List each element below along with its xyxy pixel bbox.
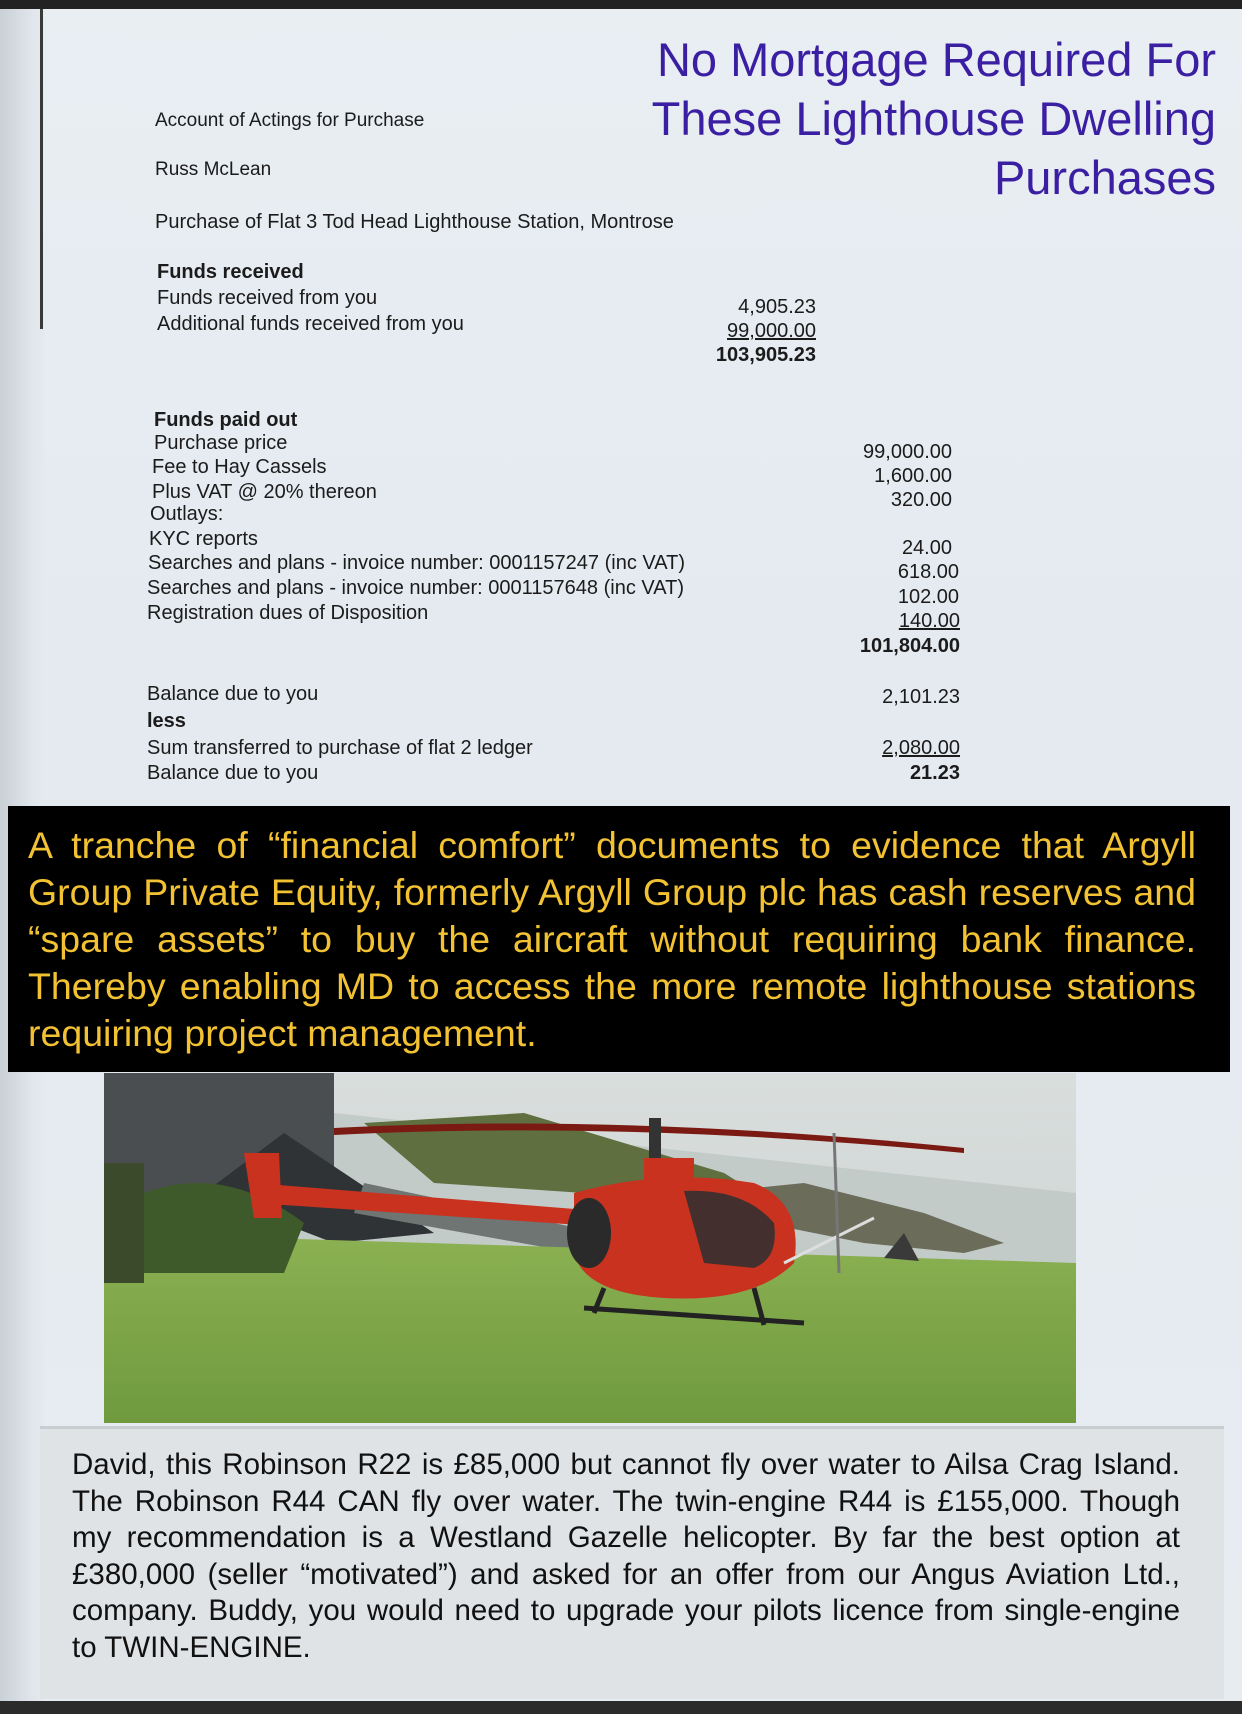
funds-paid-out-heading: Funds paid out	[154, 409, 298, 431]
paid-item-amount: 1,600.00	[874, 465, 952, 487]
headline-line-3: Purchases	[993, 151, 1216, 204]
caption-text: David, this Robinson R22 is £85,000 but cannot fly over water to Ailsa Crag Island. The Robinson R44 CAN fly over water. The twin-engine R44 is £155,000. Though my recommendation is a Westland Gazelle helicopter. By far the best option at £380,000 (seller “motivated”) and asked for an offer from our Angus Aviation Ltd., company. Buddy, you would need to upgrade your pilots licence from single-engine to TWIN-ENGINE.	[72, 1448, 1180, 1664]
headline-line-2: These Lighthouse Dwelling	[651, 92, 1216, 145]
headline-line-1: No Mortgage Required For	[656, 33, 1216, 86]
paid-item-label: Purchase price	[154, 432, 288, 454]
transfer-label: Sum transferred to purchase of flat 2 ledger	[147, 737, 533, 759]
banner-box	[8, 806, 1230, 1072]
additional-funds-label: Additional funds received from you	[157, 313, 464, 335]
helicopter-illustration	[104, 1073, 1076, 1423]
paid-item-label: Plus VAT @ 20% thereon	[152, 481, 377, 503]
additional-funds-amount: 99,000.00	[727, 320, 816, 342]
paid-item-label: Registration dues of Disposition	[147, 602, 429, 624]
balance-due-label: Balance due to you	[147, 683, 319, 705]
bottom-border	[0, 1701, 1242, 1714]
less-label: less	[147, 710, 186, 732]
helicopter-photo	[104, 1073, 1076, 1423]
statement-title: Account of Actings for Purchase	[155, 110, 425, 131]
statement-document	[0, 0, 1242, 800]
funds-received-total: 103,905.23	[715, 344, 816, 366]
paid-item-label: Fee to Hay Cassels	[152, 456, 327, 478]
paid-item-amount: 618.00	[897, 561, 959, 583]
paid-item-label: Searches and plans - invoice number: 0001157648 (inc VAT)	[147, 577, 684, 599]
funds-paid-out-total: 101,804.00	[859, 635, 960, 657]
banner-text: A tranche of “financial comfort” documents to evidence that Argyll Group Private Equity, formerly Argyll Group plc has cash reserves and “spare assets” to buy the aircraft without requiring bank finance. Thereby enabling MD to access the more remote lighthouse stations requiring project management.	[28, 824, 1196, 1054]
paid-item-amount: 99,000.00	[863, 441, 952, 463]
final-balance-label: Balance due to you	[147, 762, 319, 784]
paid-item-label: Searches and plans - invoice number: 0001157247 (inc VAT)	[148, 552, 685, 574]
paid-item-label: KYC reports	[149, 528, 258, 550]
balance-due-amount: 2,101.23	[882, 686, 960, 708]
purchase-subject: Purchase of Flat 3 Tod Head Lighthouse Station, Montrose	[155, 211, 674, 233]
paid-item-amount: 24.00	[901, 537, 952, 559]
funds-received-label: Funds received from you	[157, 287, 378, 309]
client-name: Russ McLean	[155, 159, 272, 180]
paid-item-amount: 140.00	[898, 610, 960, 632]
paid-item-amount: 320.00	[890, 489, 952, 511]
paid-item-label: Outlays:	[150, 503, 224, 525]
rotor-mast	[649, 1118, 661, 1158]
caption-box	[40, 1426, 1224, 1699]
engine	[567, 1198, 611, 1268]
funds-received-heading: Funds received	[157, 261, 304, 283]
final-balance-amount: 21.23	[909, 762, 960, 784]
transfer-amount: 2,080.00	[882, 737, 960, 759]
shrub	[104, 1163, 144, 1283]
funds-received-amount: 4,905.23	[738, 296, 816, 318]
paid-item-amount: 102.00	[897, 586, 959, 608]
